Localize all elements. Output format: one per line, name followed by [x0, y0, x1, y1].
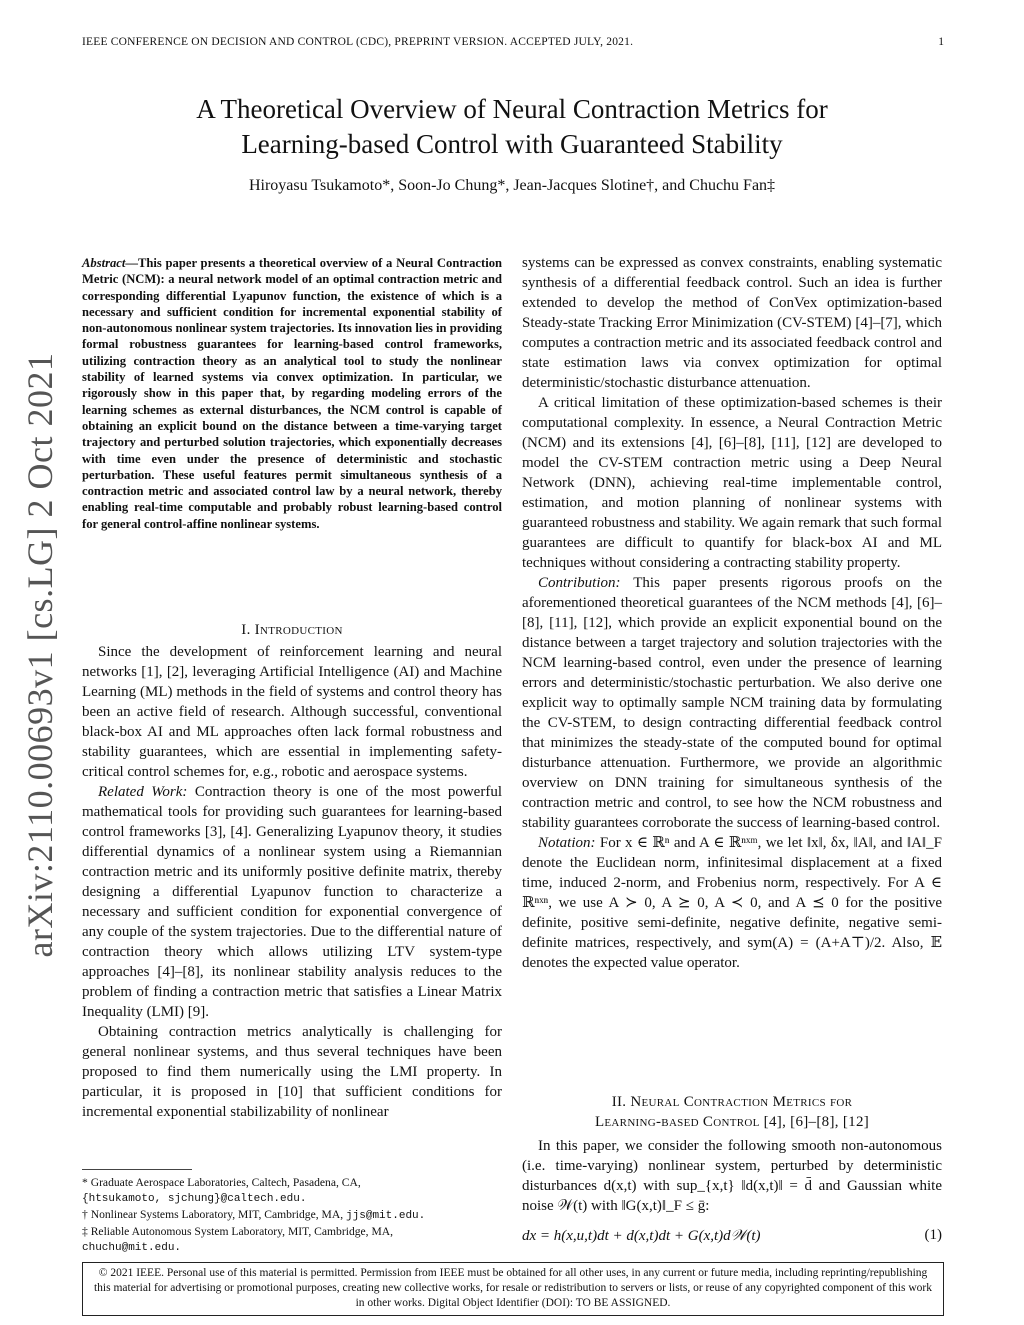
section-2-paragraph: In this paper, we consider the following smooth non-autonomous (i.e. time-varying) nonlinear system, perturbed by deterministic disturbances d(x,t) with sup_{x,t} ‖d(x,t)‖ = d̄ and Gaussian white noise 𝒲(t) with ‖G(x,t)‖_F ≤ ḡ: [522, 1138, 942, 1214]
footnote-3 [82, 1224, 502, 1256]
authors: Hiroyasu Tsukamoto*, Soon-Jo Chung*, Jean-Jacques Slotine†, and Chuchu Fan‡ [248, 177, 776, 194]
section-2-heading-line-1: II. Neural Contraction Metrics for [611, 1094, 853, 1110]
equation-1: dx = h(x,u,t)dt + d(x,t)dt + G(x,t)d𝒲(t) [522, 1228, 761, 1244]
footnote-1 [82, 1175, 502, 1207]
abstract-label: Abstract [82, 256, 126, 270]
contribution-text: This paper presents rigorous proofs on the aforementioned theoretical guarantees of the NCM methods [4], [6]–[8], [11], [12], which provide an explicit exponential bound on the distance between a target trajectory and solution trajectories with the NCM learning-based control, even under the presence of learning errors and deterministic/stochastic perturbation. We also derive one explicit way to optimally sample NCM training data by formulating the CV-STEM, to design contracting differential feedback control that minimizes the steady-state of the computed bound for optimal disturbance attenuation. Furthermore, we provide an algorithmic overview on DNN training for simultaneous synthesis of the contraction metric and control, to see how the NCM robustness and stability guarantees corroborate the success of learning-based control. [522, 575, 942, 831]
footnote-1-text: * Graduate Aerospace Laboratories, Caltech, Pasadena, CA, [82, 1176, 361, 1189]
right-paragraph-2: A critical limitation of these optimization-based schemes is their computational complexity. In essence, a Neural Contraction Metric (NCM) and its extensions [4], [6]–[8], [11], [12] are developed to model the CV-STEM contraction metric using a Deep Neural Network (DNN), achieving real-time implementable control, estimation, and motion planning of nonlinear systems with guaranteed robustness and stability. We again remark that such formal guarantees are difficult to quantify for black-box AI and ML techniques without considering a contracting stability property. [522, 395, 942, 571]
running-head: IEEE CONFERENCE ON DECISION AND CONTROL (CDC), PREPRINT VERSION. ACCEPTED JULY, 2021. [82, 36, 634, 48]
section-1-heading: I. Introduction [241, 622, 343, 638]
section-2-body [522, 1136, 942, 1216]
footnote-2-email[interactable]: jjs@mit.edu. [346, 1210, 426, 1222]
intro-paragraph-1: Since the development of reinforcement learning and neural networks [1], [2], leveraging Artificial Intelligence (AI) and Machine Learning (ML) methods in the field of systems and control theory has been an active field of research. Although successful, conventional black-box AI and ML approaches often lack formal robustness and stability guarantees, which are essential in implementing safety-critical control schemes for, e.g., robotic and aerospace systems. [82, 644, 502, 780]
section-1-body [82, 642, 502, 1122]
abstract-text: —This paper presents a theoretical overview of a Neural Contraction Metric (NCM): a neural network model of an optimal contraction metric and corresponding differential Lyapunov function, the existence of which is a necessary and sufficient condition for incremental exponential stability of non-autonomous nonlinear system trajectories. Its innovation lies in providing formal robustness guarantees for learning-based control frameworks, utilizing contraction theory as an analytical tool to study the nonlinear stability of learned systems via convex optimization. In particular, we rigorously show in this paper that, by regarding modeling errors of the learning schemes as external disturbances, the NCM control is capable of obtaining an explicit bound on the distance between a time-varying target trajectory and perturbed solution trajectories, which exponentially decreases with time even under the presence of deterministic and stochastic perturbation. These useful features permit simultaneous synthesis of a contraction metric and associated control law by a neural network, thereby enabling real-time computable and probably robust learning-based control for general control-affine nonlinear systems. [82, 256, 502, 531]
contribution-label: Contribution: [538, 575, 621, 591]
paper-title [80, 92, 944, 162]
related-work-label: Related Work: [98, 784, 188, 800]
footnote-2-text: † Nonlinear Systems Laboratory, MIT, Cambridge, MA, [82, 1208, 344, 1221]
equation-1-number: (1) [924, 1227, 942, 1243]
footnote-3-text: ‡ Reliable Autonomous System Laboratory, MIT, Cambridge, MA, [82, 1225, 394, 1238]
title-line-1: A Theoretical Overview of Neural Contraction Metrics for [196, 94, 828, 124]
arxiv-stamp-text: arXiv:2110.00693v1 [cs.LG] 2 Oct 2021 [20, 352, 60, 958]
intro-paragraph-3: Obtaining contraction metrics analytically is challenging for general nonlinear systems, and thus several techniques have been proposed to find them numerically using the LMI property. In particular, it is proposed in [10] that sufficient conditions for incremental exponential stabilizability of nonlinear [82, 1024, 502, 1120]
title-line-2: Learning-based Control with Guaranteed Stability [241, 129, 783, 159]
arxiv-stamp [10, 352, 70, 958]
footnotes [82, 1175, 502, 1256]
right-column-body [522, 253, 942, 973]
footnote-2 [82, 1207, 502, 1224]
section-2-heading [522, 1092, 942, 1132]
abstract [82, 255, 502, 532]
copyright-notice: © 2021 IEEE. Personal use of this material is permitted. Permission from IEEE must be obtained for all other uses, in any current or future media, including reprinting/republishing this material for advertising or promotional purposes, creating new collective works, for resale or redistribution to servers or lists, or reuse of any copyrighted component of this work in other works. Digital Object Identifier (DOI): TO BE ASSIGNED. [82, 1262, 944, 1316]
notation-paragraph [522, 833, 942, 973]
related-work-text: Contraction theory is one of the most powerful mathematical tools for providing such guarantees for learning-based control frameworks [3], [4]. Generalizing Lyapunov theory, it studies differential dynamics of a nonlinear system using a Riemannian contraction metric and its uniformly positive definite matrix, thereby designing a differential Lyapunov function to characterize a necessary and sufficient condition for exponential convergence of any couple of the system trajectories. Due to the differential nature of contraction theory which allows utilizing LTV system-type approaches [4]–[8], its nonlinear stability analysis reduces to the problem of finding a contraction metric that satisfies a Linear Matrix Inequality (LMI) [9]. [82, 784, 502, 1020]
footnote-3-email[interactable]: chuchu@mit.edu. [82, 1242, 182, 1254]
right-paragraph-1: systems can be expressed as convex constraints, enabling systematic synthesis of a differential feedback control. Such an idea is further extended to develop the method of ConVex optimization-based Steady-state Tracking Error Minimization (CV-STEM) [4]–[7], which computes a contraction metric and its associated feedback control and state estimation laws via convex optimization for optimal deterministic/stochastic disturbance attenuation. [522, 255, 942, 391]
intro-paragraph-2 [82, 782, 502, 1022]
section-2-heading-line-2: Learning-based Control [4], [6]–[8], [12] [594, 1114, 870, 1130]
footnote-1-email[interactable]: {htsukamoto, sjchung}@caltech.edu. [82, 1193, 307, 1205]
footnote-divider [82, 1169, 192, 1170]
page-number: 1 [938, 36, 944, 48]
contribution-paragraph [522, 573, 942, 833]
notation-label: Notation: [538, 835, 596, 851]
notation-text: For x ∈ ℝⁿ and A ∈ ℝⁿˣᵐ, we let ‖x‖, δx, ‖A‖, and ‖A‖_F denote the Euclidean norm, infinitesimal displacement at a fixed time, induced 2-norm, and Frobenius norm, respectively. For A ∈ ℝⁿˣⁿ, we use A ≻ 0, A ⪰ 0, A ≺ 0, and A ⪯ 0 for the positive definite, positive semi-definite, negative definite, negative semi-definite matrices, respectively, and sym(A) = (A+A⊤)/2. Also, 𝔼 denotes the expected value operator. [522, 835, 942, 971]
